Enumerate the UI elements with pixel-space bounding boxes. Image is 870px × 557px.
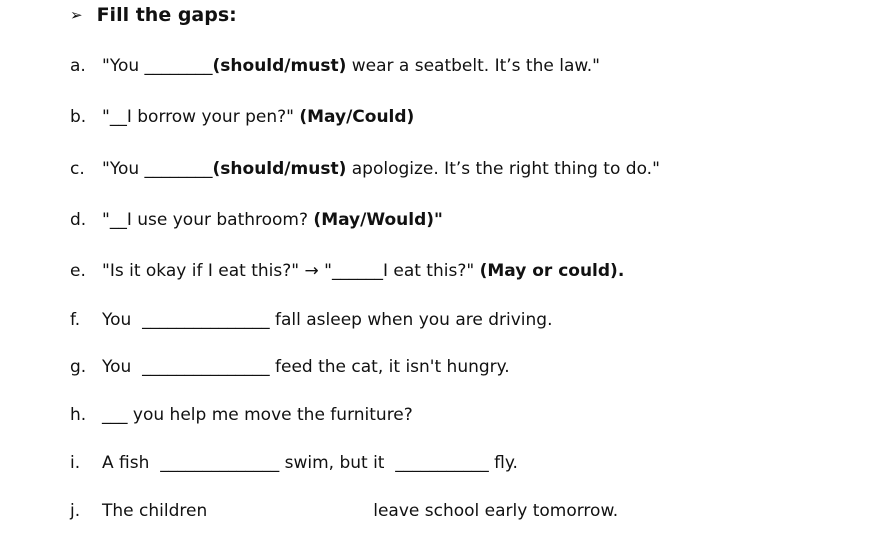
exercise-item-c (70, 159, 660, 179)
exercise-item-d (70, 210, 443, 230)
item-text: fly. (488, 453, 518, 473)
item-label: f. (70, 310, 81, 330)
hint-bold: (May/Could) (299, 107, 415, 127)
hint-bold: (May or could). (479, 261, 625, 281)
item-text: apologize. It’s the right thing to do." (346, 159, 660, 179)
item-text: "Is it okay if I eat this?" → " (102, 261, 332, 281)
answer-blank[interactable]: ______________ (160, 453, 280, 473)
item-text: I eat this?" (382, 261, 480, 281)
hint-bold: (May/Would)" (313, 210, 443, 230)
answer-blank[interactable]: __ (109, 107, 127, 127)
answer-blank[interactable]: ___ (102, 405, 128, 425)
item-label: a. (70, 56, 86, 76)
item-text: leave school early tomorrow. (373, 501, 619, 521)
hint-bold: (should/must) (212, 56, 347, 76)
exercise-item-f (70, 310, 552, 330)
item-text: You (102, 357, 143, 377)
item-text: " (102, 210, 110, 230)
item-label: c. (70, 159, 85, 179)
hint-bold: (should/must) (212, 159, 347, 179)
arrow-bullet-icon: ➢ (70, 6, 83, 24)
item-text: feed the cat, it isn't hungry. (269, 357, 510, 377)
item-text: A fish (102, 453, 161, 473)
exercise-item-i (70, 453, 518, 473)
item-label: i. (70, 453, 81, 473)
item-text: The children (102, 501, 208, 521)
item-label: g. (70, 357, 87, 377)
item-text: "You (102, 56, 145, 76)
exercise-heading (70, 4, 237, 26)
item-text: I use your bathroom? (126, 210, 314, 230)
item-label: j. (70, 501, 81, 521)
answer-blank[interactable]: _______________ (142, 310, 270, 330)
answer-blank[interactable]: ________ (144, 159, 213, 179)
exercise-item-h (70, 405, 413, 425)
exercise-item-a (70, 56, 600, 76)
exercise-item-b (70, 107, 414, 127)
answer-blank[interactable]: _______________ (142, 357, 270, 377)
exercise-item-j (70, 501, 618, 521)
answer-blank[interactable]: __ (109, 210, 127, 230)
item-label: e. (70, 261, 86, 281)
item-label: d. (70, 210, 87, 230)
item-text: " (102, 107, 110, 127)
item-label: b. (70, 107, 87, 127)
answer-blank[interactable]: ___________ (395, 453, 489, 473)
item-text: fall asleep when you are driving. (269, 310, 553, 330)
item-text: wear a seatbelt. It’s the law." (346, 56, 600, 76)
exercise-item-g (70, 357, 510, 377)
item-text: swim, but it (279, 453, 396, 473)
item-text: You (102, 310, 143, 330)
answer-blank[interactable]: ________ (144, 56, 213, 76)
item-text: "You (102, 159, 145, 179)
item-text: you help me move the furniture? (127, 405, 413, 425)
heading-title: Fill the gaps: (96, 4, 237, 26)
item-text: I borrow your pen?" (126, 107, 300, 127)
item-label: h. (70, 405, 87, 425)
answer-blank[interactable]: ______ (331, 261, 383, 281)
exercise-item-e (70, 261, 624, 281)
